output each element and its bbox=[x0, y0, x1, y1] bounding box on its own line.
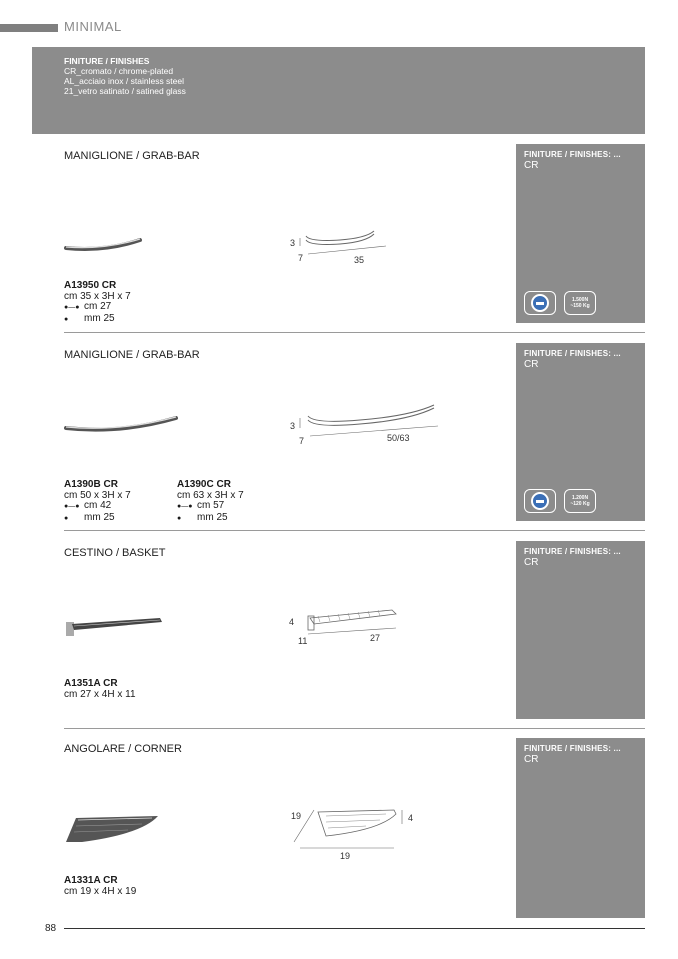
section-title: CESTINO / BASKET bbox=[64, 547, 166, 559]
product-size: cm 50 x 3H x 7 bbox=[64, 489, 131, 501]
dim-width: 27 bbox=[370, 633, 381, 643]
dim-width: 35 bbox=[354, 255, 365, 265]
header-accent-bar bbox=[0, 24, 58, 32]
load-newton: 1.500N bbox=[571, 297, 589, 303]
finish-panel-heading: FINITURE / FINISHES: ... bbox=[524, 349, 621, 358]
dim-depth: 11 bbox=[298, 636, 308, 646]
axis-distance: cm 42 bbox=[84, 500, 112, 511]
section-title: MANIGLIONE / GRAB-BAR bbox=[64, 150, 200, 162]
finish-panel-value: CR bbox=[524, 557, 539, 568]
axis-distance: cm 27 bbox=[84, 301, 112, 312]
page-title: MINIMAL bbox=[64, 19, 122, 34]
product-size: cm 63 x 3H x 7 bbox=[177, 489, 244, 501]
axis-distance-icon: ●—● bbox=[177, 503, 193, 510]
certification-badges bbox=[524, 291, 596, 315]
dim-depth: 7 bbox=[298, 253, 304, 263]
product-spec bbox=[64, 876, 136, 897]
finish-line: AL_acciaio inox / stainless steel bbox=[64, 76, 185, 86]
tuv-seal-icon bbox=[524, 291, 556, 315]
load-kg: ~150 Kg bbox=[570, 303, 590, 309]
finish-panel-value: CR bbox=[524, 160, 539, 171]
load-capacity-badge bbox=[564, 489, 596, 513]
product-spec bbox=[64, 679, 136, 700]
dim-height: 4 bbox=[289, 617, 295, 627]
grab-bar-photo bbox=[64, 236, 144, 256]
axis-distance: cm 57 bbox=[197, 500, 225, 511]
product-code: A1351A CR bbox=[64, 678, 118, 689]
finish-panel-heading: FINITURE / FINISHES: ... bbox=[524, 744, 621, 753]
dim-height: 3 bbox=[290, 421, 296, 431]
diameter: mm 25 bbox=[84, 511, 115, 523]
grab-bar-drawing bbox=[300, 230, 390, 260]
product-spec bbox=[177, 480, 244, 524]
product-spec bbox=[64, 281, 131, 325]
finish-panel bbox=[516, 738, 645, 918]
section-title: ANGOLARE / CORNER bbox=[64, 743, 182, 755]
finish-line: CR_cromato / chrome-plated bbox=[64, 66, 174, 76]
dim-depth: 7 bbox=[299, 436, 305, 446]
page-number: 88 bbox=[45, 923, 57, 934]
load-newton: 1.200N bbox=[571, 495, 589, 501]
finish-panel bbox=[516, 144, 645, 323]
basket-photo bbox=[64, 612, 164, 638]
diameter-icon: ● bbox=[64, 315, 69, 323]
finish-panel bbox=[516, 541, 645, 719]
corner-shelf-photo bbox=[62, 814, 162, 848]
finish-panel-value: CR bbox=[524, 754, 539, 765]
diameter: mm 25 bbox=[84, 312, 115, 324]
section-title: MANIGLIONE / GRAB-BAR bbox=[64, 349, 200, 361]
product-size: cm 27 x 4H x 11 bbox=[64, 688, 136, 700]
finish-panel-heading: FINITURE / FINISHES: ... bbox=[524, 547, 621, 556]
product-size: cm 19 x 4H x 19 bbox=[64, 885, 137, 897]
diameter: mm 25 bbox=[197, 511, 228, 523]
axis-distance-icon: ●—● bbox=[64, 304, 80, 311]
finishes-title: FINITURE / FINISHES bbox=[64, 56, 150, 66]
product-code: A1390B CR bbox=[64, 479, 118, 490]
product-size: cm 35 x 3H x 7 bbox=[64, 290, 131, 302]
product-code: A13950 CR bbox=[64, 280, 117, 291]
finish-panel-heading: FINITURE / FINISHES: ... bbox=[524, 150, 621, 159]
dim-height: 4 bbox=[408, 813, 414, 823]
load-capacity-badge bbox=[564, 291, 596, 315]
dim-side-a: 19 bbox=[291, 811, 302, 821]
axis-distance-icon: ●—● bbox=[64, 503, 80, 510]
dim-side-b: 19 bbox=[340, 851, 351, 861]
corner-shelf-drawing bbox=[290, 804, 410, 856]
section-divider bbox=[64, 530, 645, 531]
finish-panel-value: CR bbox=[524, 359, 539, 370]
basket-drawing bbox=[300, 604, 400, 634]
product-code: A1390C CR bbox=[177, 479, 231, 490]
section-divider bbox=[64, 728, 645, 729]
section-divider bbox=[64, 332, 645, 333]
product-spec bbox=[64, 480, 131, 524]
grab-bar-drawing bbox=[300, 404, 440, 440]
load-kg: ~120 Kg bbox=[570, 501, 590, 507]
finishes-box bbox=[32, 47, 645, 134]
finish-line: 21_vetro satinato / satined glass bbox=[64, 86, 186, 96]
footer-divider bbox=[64, 928, 645, 929]
dim-height: 3 bbox=[290, 238, 296, 248]
finish-panel bbox=[516, 343, 645, 521]
grab-bar-photo bbox=[64, 412, 180, 436]
tuv-seal-icon bbox=[524, 489, 556, 513]
product-code: A1331A CR bbox=[64, 875, 118, 886]
dim-width: 50/63 bbox=[387, 433, 410, 443]
diameter-icon: ● bbox=[177, 514, 182, 522]
certification-badges bbox=[524, 489, 596, 513]
diameter-icon: ● bbox=[64, 514, 69, 522]
